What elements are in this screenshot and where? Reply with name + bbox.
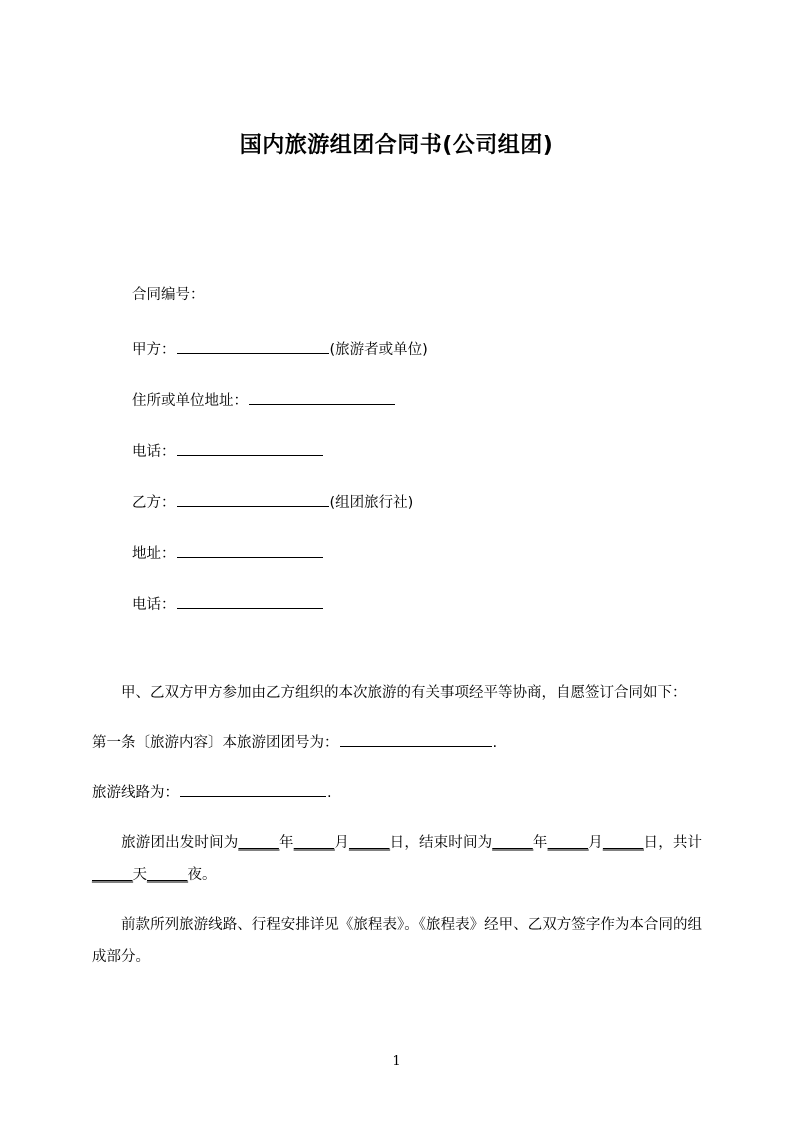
field-blank[interactable] (177, 543, 323, 558)
field-party-b-address (132, 543, 702, 594)
field-party-b-phone (132, 594, 702, 645)
field-suffix: (旅游者或单位) (329, 341, 428, 358)
paragraph-route (92, 777, 702, 809)
field-suffix: (组团旅行社) (329, 494, 414, 511)
field-blank[interactable] (177, 594, 323, 609)
schedule-blank-days[interactable]: ______ (92, 866, 133, 883)
field-blank[interactable] (177, 441, 323, 456)
schedule-blank-nights[interactable]: ______ (147, 866, 188, 883)
field-label: 电话： (132, 596, 176, 613)
schedule-part9: 夜。 (187, 866, 217, 883)
paragraph-article-one (92, 727, 702, 759)
route-prefix: 旅游线路为： (92, 784, 179, 801)
paragraph-text: 甲、乙双方甲方参加由乙方组织的本次旅游的有关事项经平等协商，自愿签订合同如下： (121, 684, 687, 701)
field-label: 地址： (132, 545, 176, 562)
schedule-part6: 月 (588, 834, 603, 851)
route-suffix: . (327, 784, 332, 801)
schedule-blank-day-start[interactable]: ______ (349, 834, 390, 851)
schedule-part1: 旅游团出发时间为 (121, 834, 239, 851)
contract-header-fields (132, 288, 702, 645)
schedule-blank-month-end[interactable]: ______ (547, 834, 589, 851)
field-blank[interactable] (249, 390, 395, 405)
field-party-a (132, 339, 702, 390)
tour-group-number-blank[interactable] (340, 732, 492, 747)
article-one-prefix: 第一条〔旅游内容〕本旅游团团号为： (92, 734, 339, 751)
field-label: 甲方： (132, 341, 176, 358)
schedule-blank-year-start[interactable]: ______ (238, 834, 279, 851)
schedule-blank-day-end[interactable]: ______ (602, 834, 644, 851)
field-party-b (132, 492, 702, 543)
schedule-part2: 年 (278, 834, 294, 851)
paragraph-itinerary (92, 909, 702, 973)
schedule-part8: 天 (132, 866, 147, 883)
field-party-a-address (132, 390, 702, 441)
page-title: 国内旅游组团合同书(公司组团) (239, 133, 554, 158)
schedule-part4: 日，结束时间为 (389, 834, 493, 851)
field-party-a-phone (132, 441, 702, 492)
paragraph-agreement (92, 677, 702, 709)
schedule-blank-year-end[interactable]: ______ (492, 834, 533, 851)
field-label: 合同编号： (132, 287, 205, 303)
field-blank[interactable] (177, 339, 329, 354)
page-number: 1 (392, 1054, 401, 1069)
paragraph-schedule (92, 827, 702, 891)
field-label: 住所或单位地址： (132, 392, 248, 409)
schedule-part7: 日，共计 (643, 834, 703, 851)
schedule-blank-month-start[interactable]: ______ (293, 834, 335, 851)
paragraph-text: 前款所列旅游线路、行程安排详见《旅程表》。《旅程表》经甲、乙双方签字作为本合同的组成部分。 (92, 916, 702, 965)
field-blank[interactable] (177, 492, 329, 507)
article-one-suffix: . (492, 734, 498, 751)
field-label: 电话： (132, 443, 176, 460)
schedule-part5: 年 (532, 834, 548, 851)
contract-body (92, 662, 702, 973)
route-blank[interactable] (180, 782, 326, 797)
field-contract-number (132, 288, 702, 339)
schedule-part3: 月 (334, 834, 350, 851)
field-label: 乙方： (132, 494, 176, 511)
